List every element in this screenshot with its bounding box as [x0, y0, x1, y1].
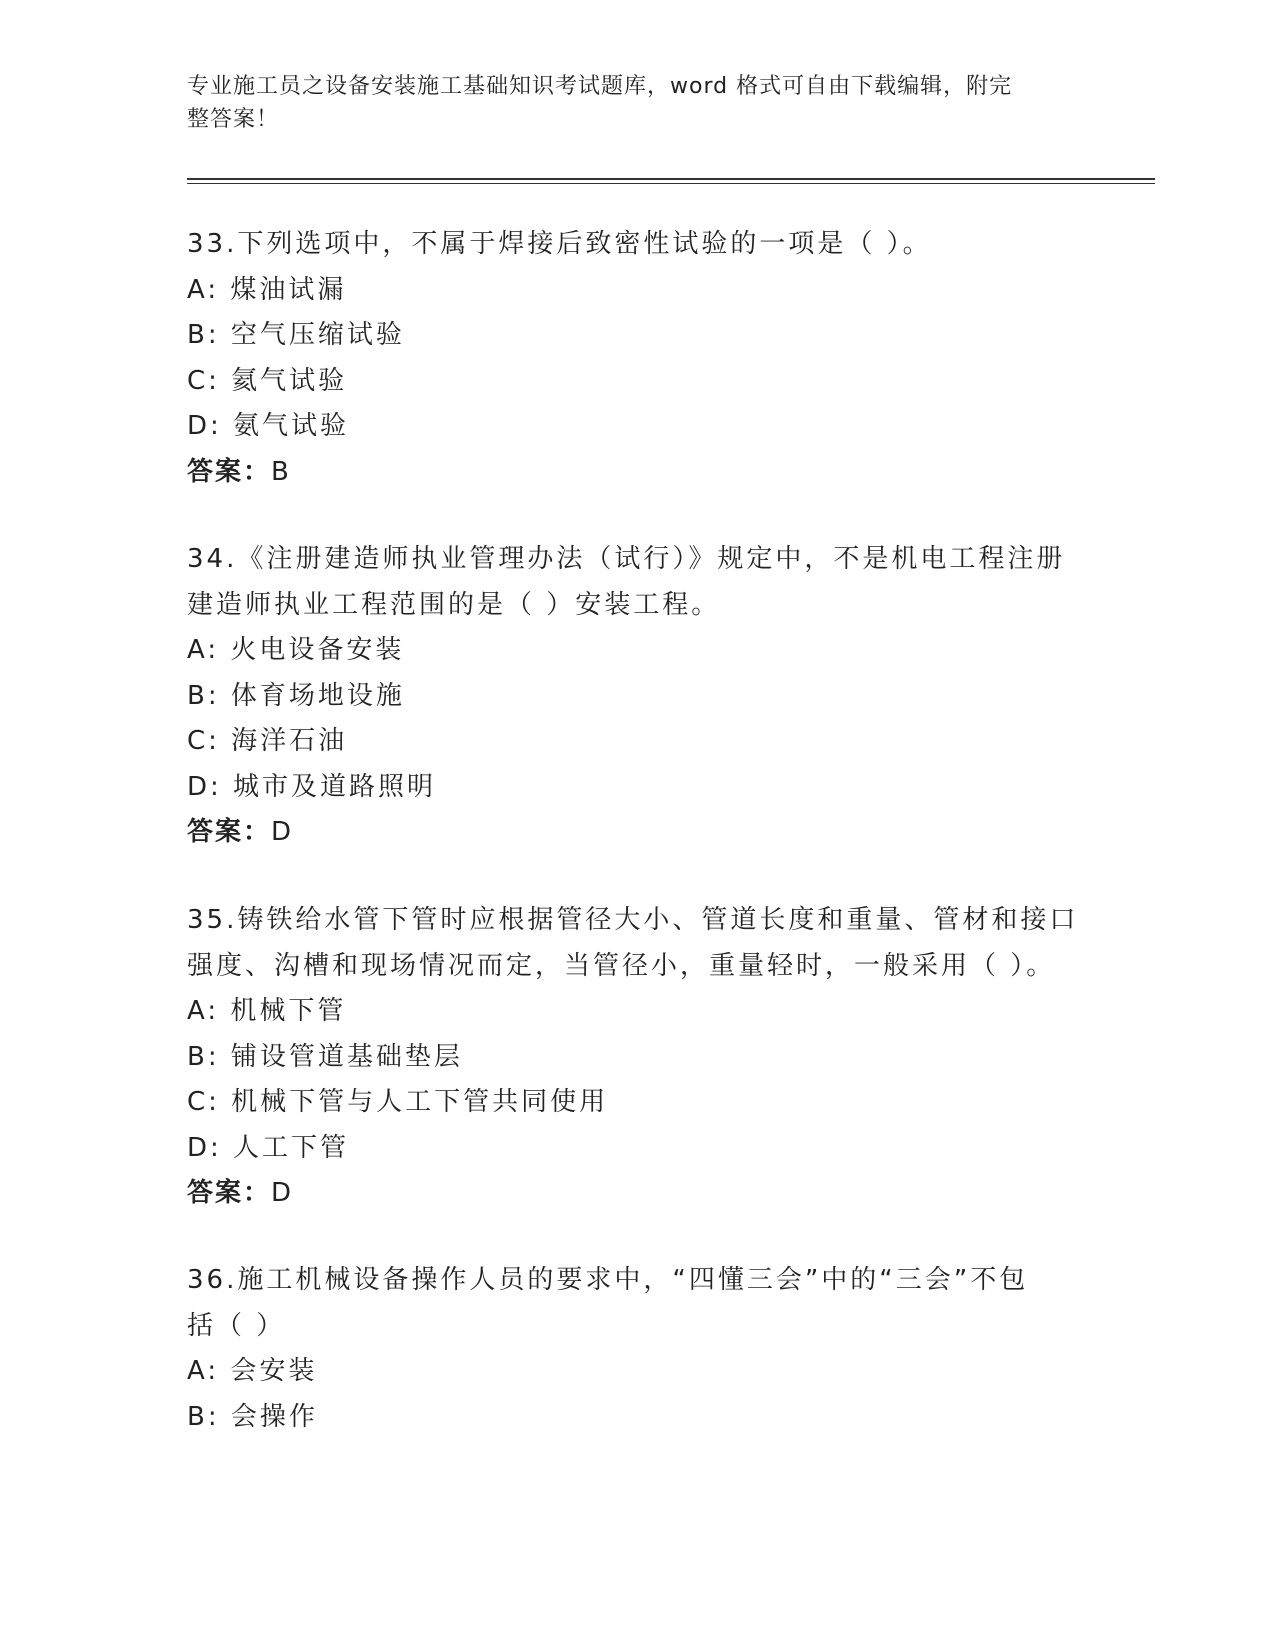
- question-stem-cont: 括（ ）: [187, 1310, 286, 1341]
- option-b: B: 会操作: [187, 1401, 318, 1432]
- answer-label: 答案：: [187, 817, 272, 847]
- option-d: D: 氨气试验: [187, 411, 350, 441]
- option-b: B: 空气压缩试验: [187, 320, 405, 350]
- question-35: [187, 898, 1087, 1217]
- question-stem: 35.铸铁给水管下管时应根据管径大小、管道长度和重量、管材和接口: [187, 905, 1079, 935]
- header-line-1: 专业施工员之设备安装施工基础知识考试题库，word 格式可自由下载编辑，附完: [187, 74, 1013, 99]
- answer-value: D: [271, 817, 294, 847]
- answer-value: D: [271, 1178, 294, 1208]
- question-33: [187, 222, 1087, 495]
- question-stem: 36.施工机械设备操作人员的要求中，“四懂三会”中的“三会”不包: [187, 1265, 1029, 1295]
- header-line-2: 整答案！: [187, 107, 280, 132]
- option-a: A: 会安装: [187, 1356, 318, 1386]
- option-d: D: 人工下管: [187, 1132, 350, 1163]
- answer-label: 答案：: [187, 456, 272, 487]
- answer-label: 答案：: [187, 1178, 272, 1208]
- question-34: [187, 537, 1087, 856]
- question-stem: 33.下列选项中，不属于焊接后致密性试验的一项是（ ）。: [187, 229, 932, 259]
- question-stem: 34.《注册建造师执业管理办法（试行）》规定中，不是机电工程注册: [187, 544, 1066, 574]
- answer: [187, 810, 1087, 856]
- header-divider: [187, 178, 1155, 184]
- option-a: A: 煤油试漏: [187, 274, 347, 305]
- option-a: A: 火电设备安装: [187, 635, 405, 665]
- option-c: C: 机械下管与人工下管共同使用: [187, 1087, 609, 1117]
- option-c: C: 氦气试验: [187, 365, 348, 396]
- answer: [187, 1171, 1087, 1217]
- option-a: A: 机械下管: [187, 996, 347, 1026]
- answer-value: B: [271, 456, 291, 487]
- answer: [187, 450, 1087, 496]
- question-stem-cont: 建造师执业工程范围的是（ ）安装工程。: [187, 589, 721, 620]
- option-b: B: 体育场地设施: [187, 680, 405, 711]
- option-c: C: 海洋石油: [187, 726, 348, 756]
- option-d: D: 城市及道路照明: [187, 771, 437, 802]
- option-b: B: 铺设管道基础垫层: [187, 1041, 463, 1072]
- document-header: [187, 70, 1067, 136]
- question-stem-cont: 强度、沟槽和现场情况而定，当管径小，重量轻时，一般采用（ ）。: [187, 950, 1056, 981]
- question-36: [187, 1258, 1087, 1440]
